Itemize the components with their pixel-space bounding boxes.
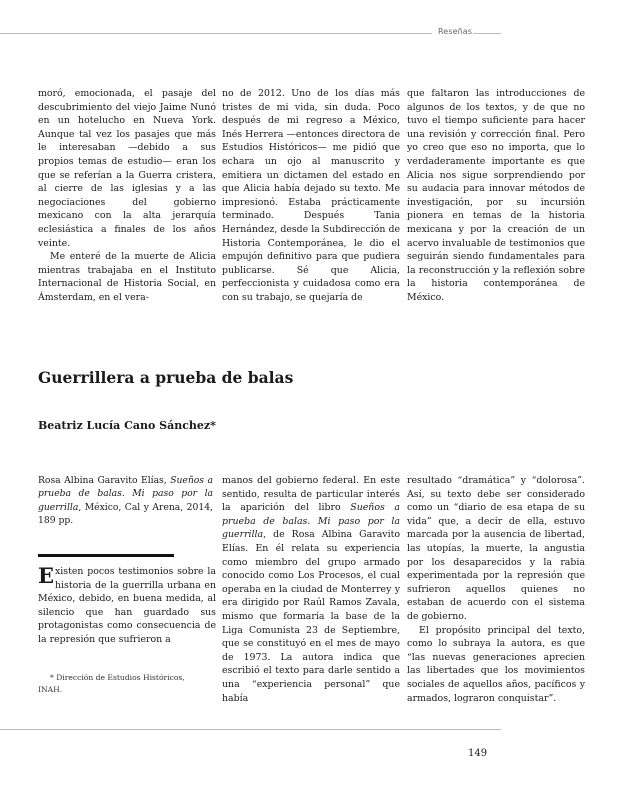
text-run: , de Rosa Albina Garavito Elías. En él relata su experiencia como miembro del grupo armado conocido como Los Procesos, el cual operaba en la ciudad de Monterrey y era dirigido por Raúl Ramos Zavala, mismo que formaría la base de la Liga Comunista 23 de Septiembre, que se constituyó en el mes de mayo de 1973. La autora indica que escribió el texto para darle sentido a una “experiencia personal” que había xyxy=(222,529,400,704)
previous-review-column-2 xyxy=(222,87,400,305)
reference-details: , México, Cal y Arena, 2014, 189 pp. xyxy=(38,501,213,527)
footnote xyxy=(38,672,213,696)
text-run: manos del gobierno federal. En este sentido, resulta de particular interés la aparición del libro xyxy=(222,475,400,514)
review-author: Beatriz Lucía Cano Sánchez* xyxy=(38,419,216,432)
footnote-line-2: INAH. xyxy=(38,685,63,694)
footer-rule xyxy=(0,729,501,730)
intro-bar-divider xyxy=(38,554,174,557)
review-column-2 xyxy=(222,474,400,705)
reference-book-title: Sueños a prueba de balas. Mi paso por la guerrilla xyxy=(38,475,213,513)
paragraph: Me enteré de la muerte de Alicia mientras trabajaba en el Instituto Internacional de Historia Social, en Ámsterdam, en el vera- xyxy=(38,251,216,303)
paragraph: que faltaron las introducciones de algunos de los textos, y de que no tuvo el tiempo suficiente para hacer una revisión y corrección final. Pero yo creo que eso no importa, que lo verdaderamente importante es que Alicia nos sigue sorprendiendo por su audacia para innovar métodos de investigación, por su incursión pionera en temas de la historia mexicana y por la creación de un acervo invaluable de testimonios que seguirán siendo fundamentales para la reconstrucción y la reflexión sobre la historia contemporánea de México. xyxy=(407,88,585,303)
paragraph: moró, emocionada, el pasaje del descubrimiento del viejo Jaime Nunó en un hotelucho en Nueva York. Aunque tal vez los pasajes que más le interesaban —debido a sus propios temas de estudio— eran los que se referían a la Guerra cristera, al cierre de las iglesias y a las negociaciones del gobierno mexicano con la alta jerarquía eclesiástica a finales de los años veinte. xyxy=(38,88,216,249)
paragraph: no de 2012. Uno de los días más tristes de mi vida, sin duda. Poco después de mi regreso a México, Inés Herrera —entonces directora de Estudios Históricos— me pidió que echara un ojo al manuscrito y emitiera un dictamen del estado en que Alicia había dejado su texto. Me impresionó. Estaba prácticamente terminado. Después Tania Hernández, desde la Subdirección de Historia Contemporánea, le dio el empujón definitivo para que pudiera publicarse. Sé que Alicia, perfeccionista y cuidadosa como era con su trabajo, se quejaría de xyxy=(222,88,400,303)
drop-cap: E xyxy=(38,563,55,588)
review-column-3 xyxy=(407,474,585,705)
footnote-line-1: * Dirección de Estudios Históricos, xyxy=(50,673,185,682)
paragraph: resultado “dramática” y “dolorosa”. Así, su texto debe ser considerado como un “diario de esa etapa de su vida” que, a decir de ella, estuvo marcada por la ausencia de libertad, las utopías, la muerte, la angustia por los desaparecidos y la rabia experimentada por la represión que sufrieron aquellos quienes no estaban de acuerdo con el sistema de gobierno. xyxy=(407,475,585,622)
page-number: 149 xyxy=(468,748,488,759)
header-rule-left xyxy=(0,33,432,34)
intro-paragraph xyxy=(38,565,216,647)
paragraph xyxy=(222,474,400,705)
previous-review-column-3 xyxy=(407,87,585,305)
previous-review-column-1 xyxy=(38,87,216,305)
intro-text: xisten pocos testimonios sobre la historia de la guerrilla urbana en México, debido, en buena medida, al silencio que han guardado sus protagonistas como consecuencia de la represión que sufrieron a xyxy=(38,566,216,645)
paragraph: El propósito principal del texto, como lo subraya la autora, es que “las nuevas generaciones aprecien las libertades que los movimientos sociales de aquellos años, pacíficos y armados, lograron conquistar”. xyxy=(407,624,585,704)
review-title: Guerrillera a prueba de balas xyxy=(38,368,294,387)
reference-author: Rosa Albina Garavito Elías, xyxy=(38,475,171,486)
header-rule-right xyxy=(473,33,501,34)
section-label: Reseñas xyxy=(438,27,473,36)
book-title-italic: Sueños a prueba de balas. Mi paso por la guerrilla xyxy=(222,502,400,541)
book-reference xyxy=(38,474,213,528)
